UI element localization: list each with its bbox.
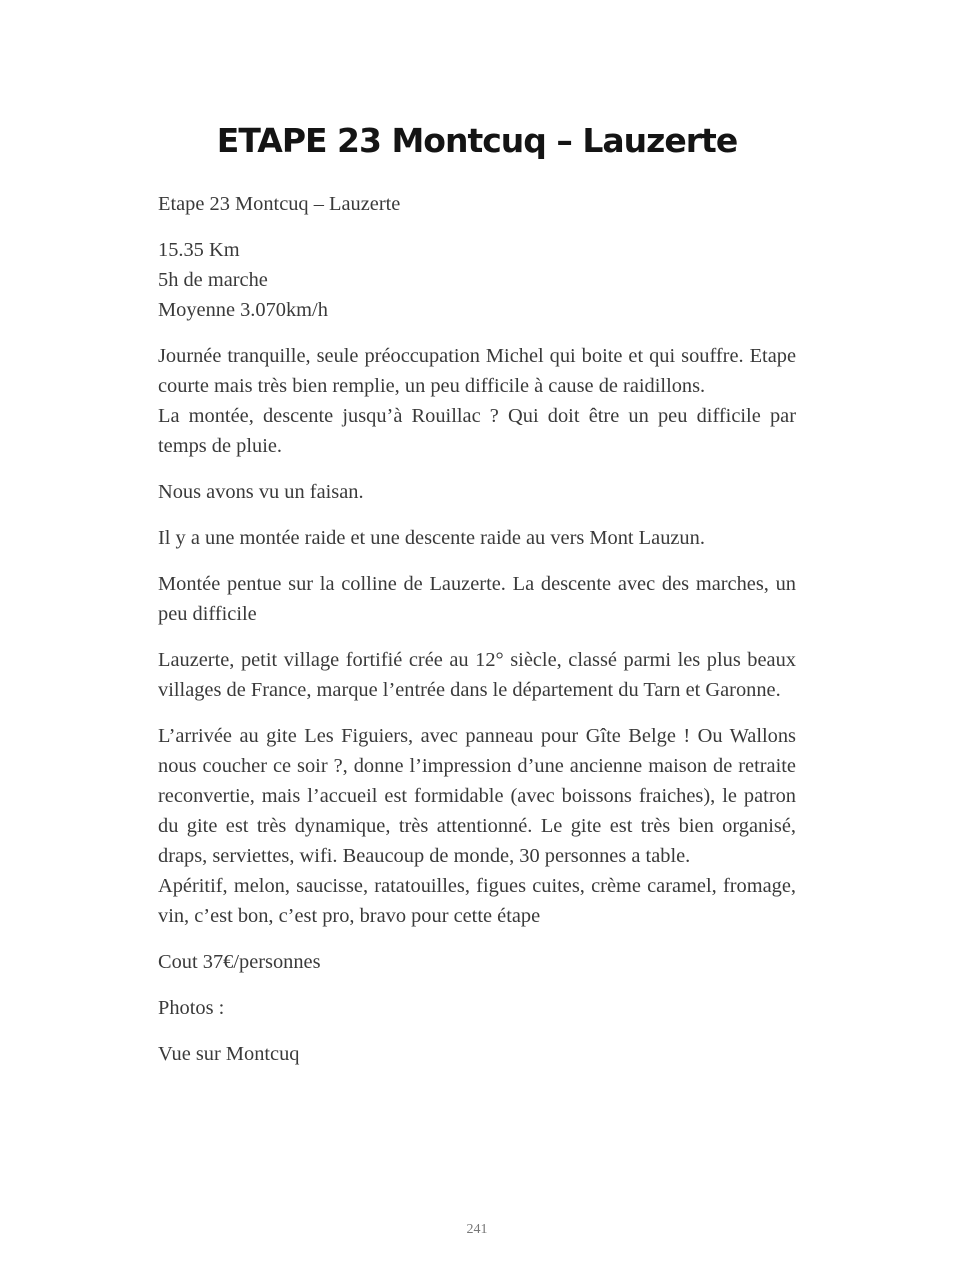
paragraph-gite: [158, 721, 796, 931]
paragraph-cost: Cout 37€/personnes: [158, 951, 321, 973]
paragraph-mont-lauzun: Il y a une montée raide et une descente raide au vers Mont Lauzun.: [158, 527, 705, 549]
paragraph-repas: Apéritif, melon, saucisse, ratatouilles, figues cuites, crème caramel, fromage, vin, c’est bon, c’est pro, bravo pour cette étape: [158, 875, 796, 927]
stat-distance: 15.35 Km: [158, 239, 240, 261]
photo-caption: Vue sur Montcuq: [158, 1043, 300, 1065]
page-title: ETAPE 23 Montcuq – Lauzerte: [216, 121, 738, 160]
stage-subtitle: Etape 23 Montcuq – Lauzerte: [158, 193, 401, 215]
stage-stats: [158, 235, 796, 325]
paragraph-journee-text: Journée tranquille, seule préoccupation Michel qui boite et qui souffre. Etape courte mais très bien remplie, un peu difficile à cause de raidillons.: [158, 345, 796, 397]
paragraph-montee-rouillac: La montée, descente jusqu’à Rouillac ? Qui doit être un peu difficile par temps de pluie.: [158, 405, 796, 457]
document-body: [158, 189, 796, 1085]
paragraph-lauzerte-village: Lauzerte, petit village fortifié crée au 12° siècle, classé parmi les plus beaux villages de France, marque l’entrée dans le département du Tarn et Garonne.: [158, 649, 796, 701]
page-number: 241: [466, 1222, 488, 1237]
stat-average: Moyenne 3.070km/h: [158, 299, 328, 321]
paragraph-gite-text: L’arrivée au gite Les Figuiers, avec panneau pour Gîte Belge ! Ou Wallons nous coucher ce soir ?, donne l’impression d’une ancienne maison de retraite reconvertie, mais l’accueil est formidable (avec boissons fraiches), le patron du gite est très dynamique, très attentionné. Le gite est très bien organisé, draps, serviettes, wifi. Beaucoup de monde, 30 personnes a table.: [158, 725, 796, 867]
stat-duration: 5h de marche: [158, 269, 268, 291]
paragraph-photos: Photos :: [158, 997, 225, 1019]
paragraph-journee: [158, 341, 796, 461]
paragraph-colline-lauzerte: Montée pentue sur la colline de Lauzerte. La descente avec des marches, un peu difficile: [158, 573, 796, 625]
paragraph-faisan: Nous avons vu un faisan.: [158, 481, 364, 503]
